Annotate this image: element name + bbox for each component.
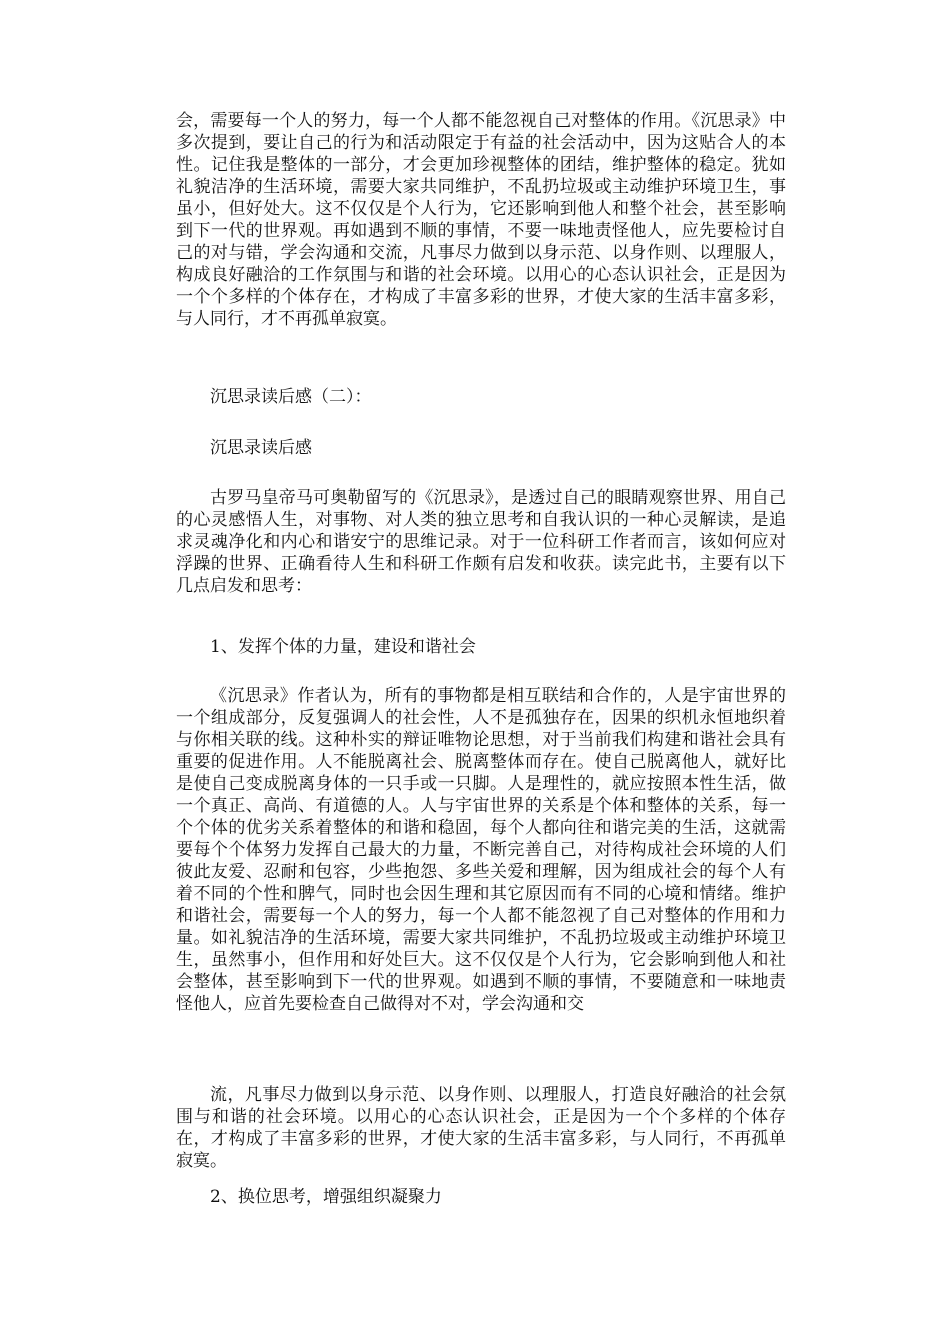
paragraph-point-1-continued: 流，凡事尽力做到以身示范、以身作则、以理服人，打造良好融洽的社会氛围与和谐的社会环境。以用心的心态认识社会，正是因为一个个多样的个体存在，才构成了丰富多彩的世界，才使大家的生活丰富多彩，与人同行，不再孤单寂寞。 — [176, 1085, 786, 1171]
heading-point-2: 2、换位思考，增强组织凝聚力 — [210, 1187, 442, 1207]
heading-point-1: 1、发挥个体的力量，建设和谐社会 — [210, 637, 476, 657]
paragraph-point-1: 《沉思录》作者认为，所有的事物都是相互联结和合作的，人是宇宙世界的一个组成部分，反复强调人的社会性，人不是孤独存在，因果的织机永恒地织着与你相关联的线。这种朴实的辩证唯物论思想，对于当前我们构建和谐社会具有重要的促进作用。人不能脱离社会、脱离整体而存在。使自己脱离他人，就好比是使自己变成脱离身体的一只手或一只脚。人是理性的，就应按照本性生活，做一个真正、高尚、有道德的人。人与宇宙世界的关系是个体和整体的关系，每一个个体的优劣关系着整体的和谐和稳固，每个人都向往和谐完美的生活，这就需要每个个体努力发挥自己最大的力量，不断完善自己，对待构成社会环境的人们彼此友爱、忍耐和包容，少些抱怨、多些关爱和理解，因为组成社会的每个人有着不同的个性和脾气，同时也会因生理和其它原因而有不同的心境和情绪。维护和谐社会，需要每一个人的努力，每一个人都不能忽视了自己对整体的作用和力量。如礼貌洁净的生活环境，需要大家共同维护，不乱扔垃圾或主动维护环境卫生，虽然事小，但作用和好处巨大。这不仅仅是个人行为，它会影响到他人和社会整体，甚至影响到下一代的世界观。如遇到不顺的事情，不要随意和一味地责怪他人，应首先要检查自己做得对不对，学会沟通和交 — [176, 686, 786, 1014]
intro-paragraph: 古罗马皇帝马可奥勒留写的《沉思录》，是透过自己的眼睛观察世界、用自己的心灵感悟人生，对事物、对人类的独立思考和自我认识的一种心灵解读，是追求灵魂净化和内心和谐安宁的思维记录。对于一位科研工作者而言，该如何应对浮躁的世界、正确看待人生和科研工作颇有启发和收获。读完此书，主要有以下几点启发和思考： — [176, 488, 786, 596]
continuation-paragraph: 会，需要每一个人的努力，每一个人都不能忽视自己对整体的作用。《沉思录》中多次提到，要让自己的行为和活动限定于有益的社会活动中，因为这贴合人的本性。记住我是整体的一部分，才会更加珍视整体的团结，维护整体的稳定。犹如礼貌洁净的生活环境，需要大家共同维护，不乱扔垃圾或主动维护环境卫生，事虽小，但好处大。这不仅仅是个人行为，它还影响到他人和整个社会，甚至影响到下一代的世界观。再如遇到不顺的事情，不要一味地责怪他人，应先要检讨自己的对与错，学会沟通和交流，凡事尽力做到以身示范、以身作则、以理服人，构成良好融洽的工作氛围与和谐的社会环境。以用心的心态认识社会，正是因为一个个多样的个体存在，才构成了丰富多彩的世界，才使大家的生活丰富多彩，与人同行，才不再孤单寂寞。 — [176, 111, 786, 329]
essay-title: 沉思录读后感 — [210, 438, 312, 458]
section-label: 沉思录读后感（二）： — [210, 387, 372, 407]
